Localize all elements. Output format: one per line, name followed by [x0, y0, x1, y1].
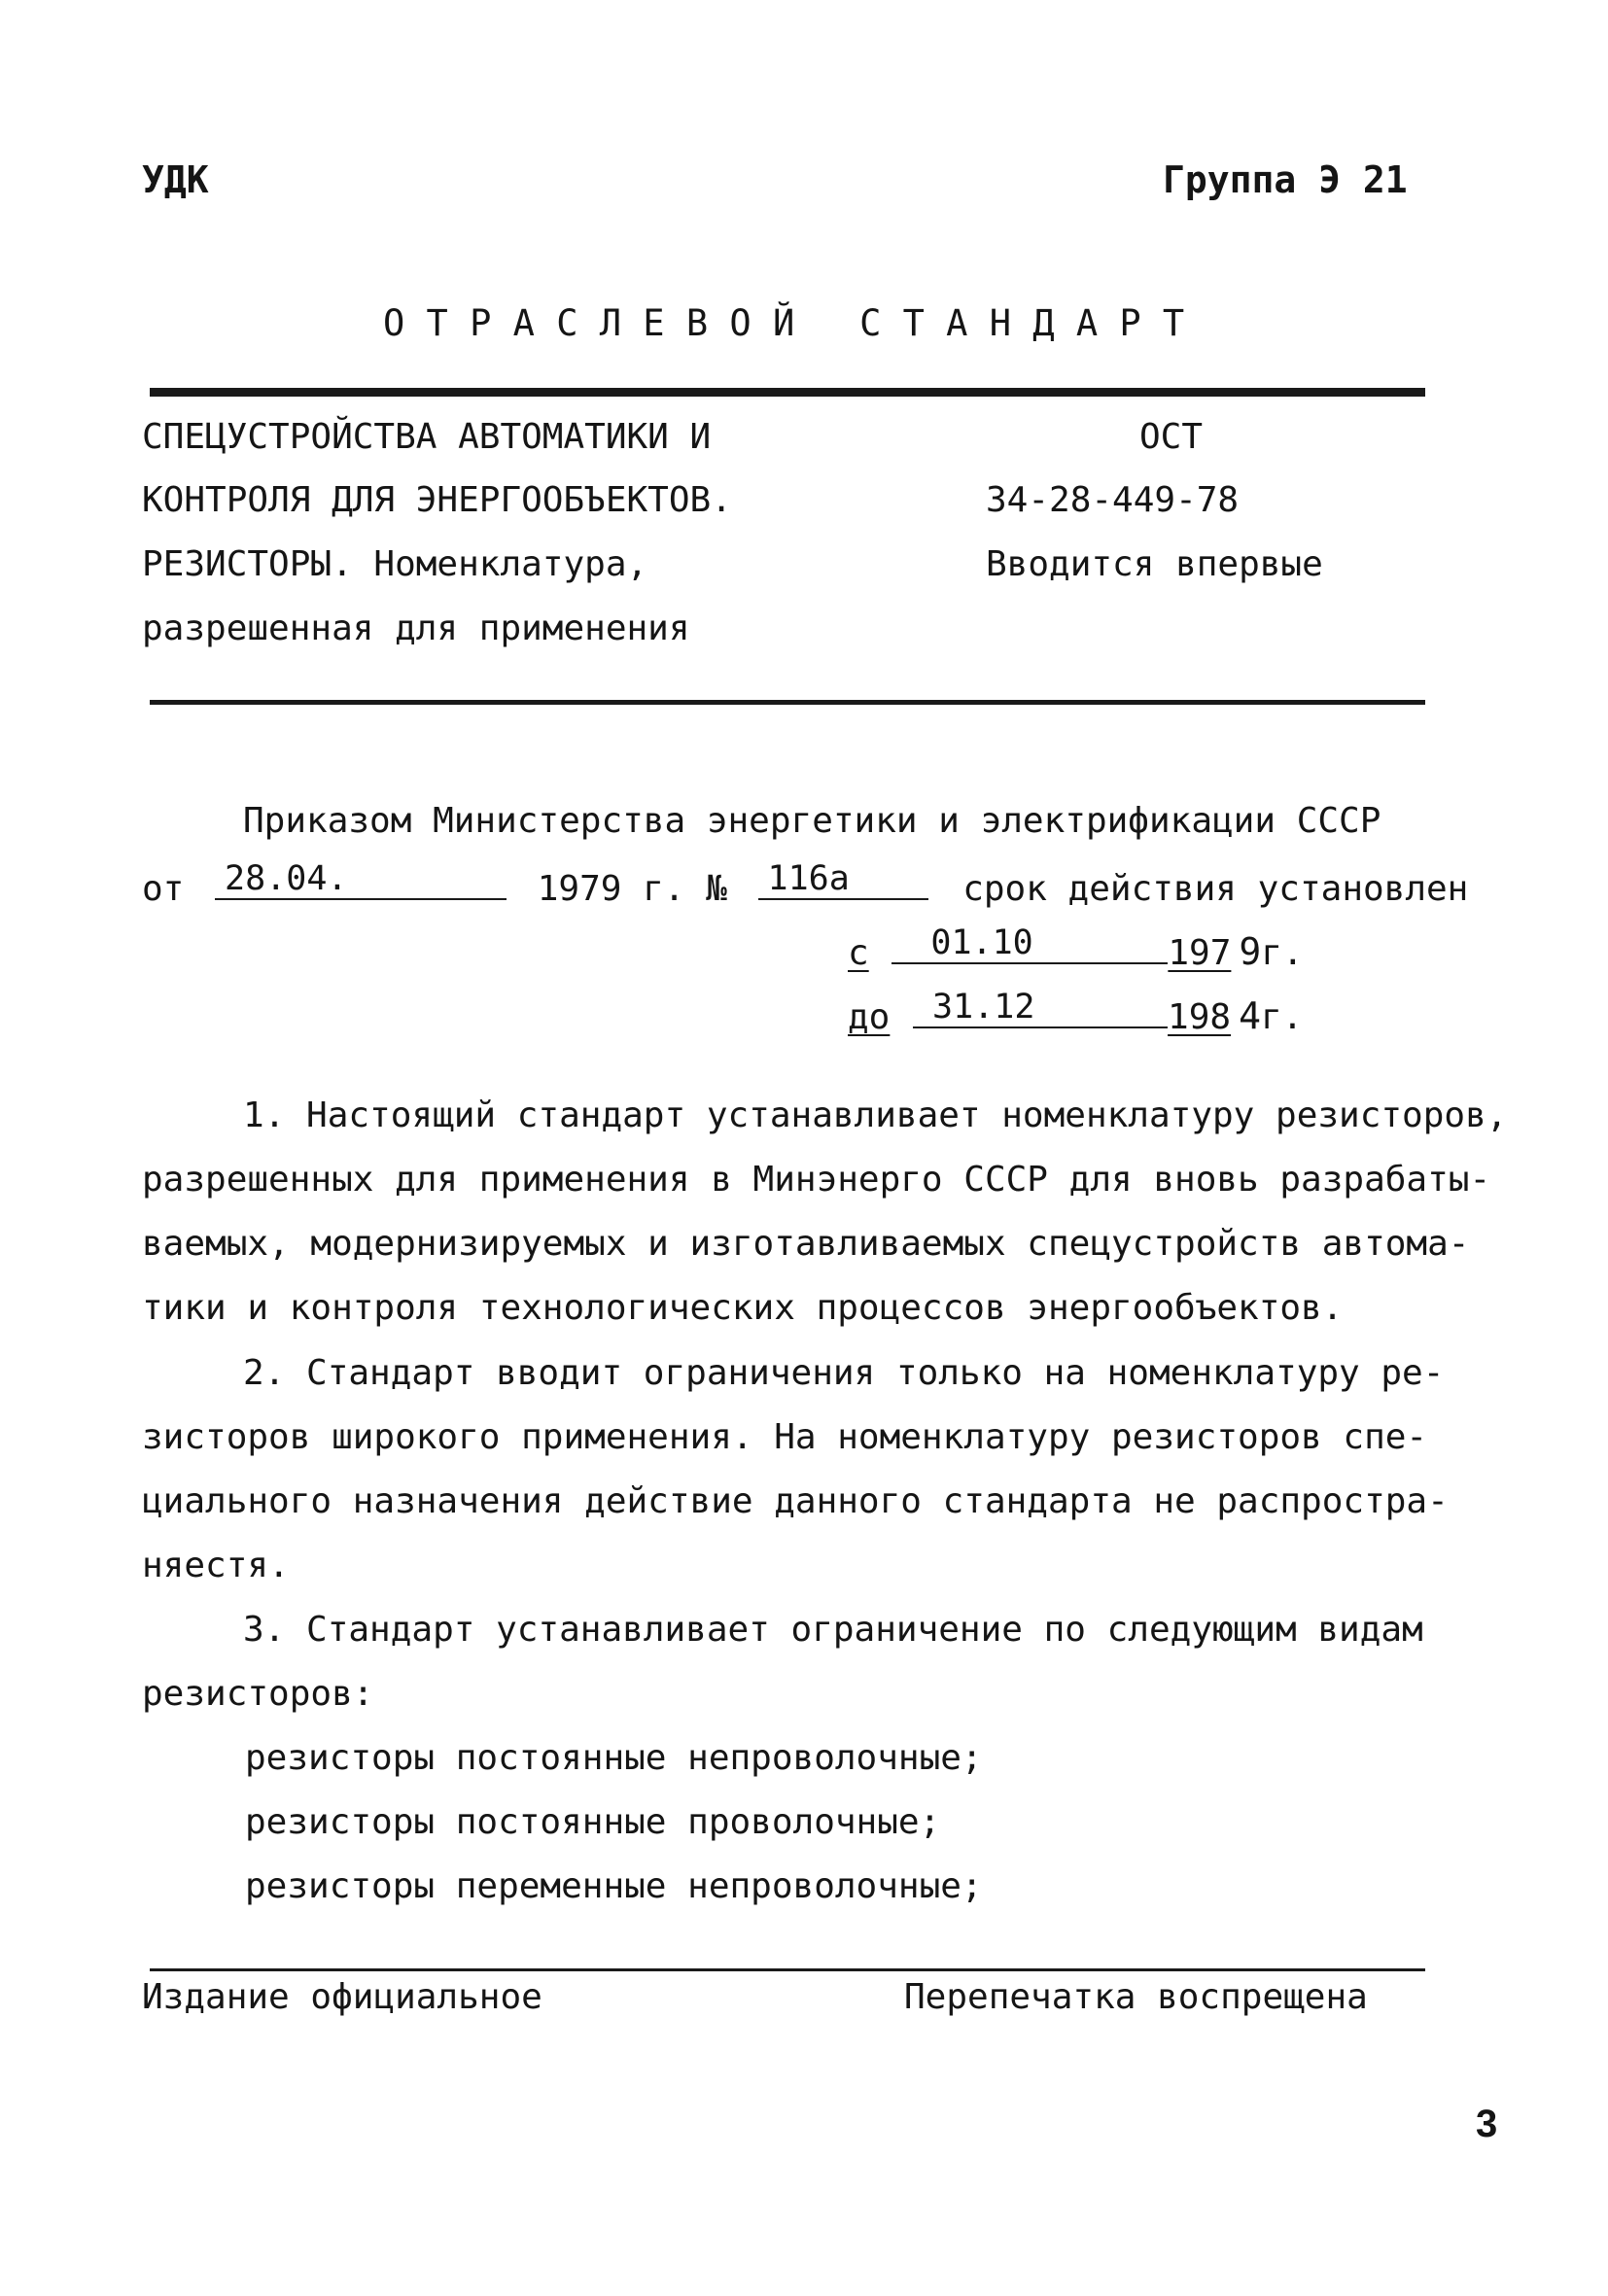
- introduced-note: Вводится впервые: [986, 544, 1323, 584]
- edition-note: Издание официальное: [142, 1977, 542, 2017]
- valid-to-prefix: до: [848, 997, 891, 1037]
- valid-to-year: 198: [1168, 997, 1232, 1037]
- valid-to-gap: [1117, 997, 1168, 1028]
- order-date: 28.04.: [225, 859, 348, 898]
- order-number: 116а: [767, 859, 850, 898]
- paragraph-line: циального назначения действие данного стандарта не распростра-: [142, 1481, 1449, 1521]
- title-line: разрешенная для применения: [142, 609, 690, 648]
- validity-text: срок действия установлен: [962, 869, 1469, 909]
- valid-from-date: 01.10: [930, 923, 1033, 962]
- valid-from-line: [848, 923, 1304, 973]
- list-item: резисторы постоянные непроволочные;: [245, 1738, 983, 1778]
- valid-from-gap: [1115, 933, 1168, 964]
- top-rule: [150, 388, 1425, 397]
- paragraph-line: резисторов:: [142, 1674, 374, 1714]
- order-date-field: [215, 859, 507, 900]
- year-suffix: г.: [1260, 997, 1304, 1037]
- footer-rule: [150, 1968, 1425, 1971]
- order-text: Приказом Министерства энергетики и электрификации СССР: [243, 801, 1381, 841]
- page-number: 3: [1476, 2103, 1498, 2145]
- paragraph-line: тики и контроля технологических процессов энергообъектов.: [142, 1288, 1344, 1328]
- valid-from-year-digit: 9: [1239, 930, 1262, 973]
- valid-to-line: [848, 988, 1304, 1037]
- valid-from-prefix: с: [848, 933, 869, 973]
- title-line: КОНТРОЛЯ ДЛЯ ЭНЕРГООБЪЕКТОВ.: [142, 480, 732, 520]
- paragraph-line: 3. Стандарт устанавливает ограничение по следующим видам: [243, 1610, 1423, 1650]
- valid-from-date-field: [891, 923, 1115, 964]
- order-year: 1979 г. №: [537, 869, 727, 909]
- valid-from-year: 197: [1168, 933, 1232, 973]
- group-label: Группа Э 21: [1163, 158, 1408, 201]
- paragraph-line: зисторов широкого применения. На номенклатуру резисторов спе-: [142, 1417, 1428, 1457]
- paragraph-line: няестя.: [142, 1546, 290, 1585]
- paragraph-line: разрешенных для применения в Минэнерго СССР для вновь разрабаты-: [142, 1160, 1491, 1200]
- year-suffix: г.: [1261, 933, 1304, 973]
- paragraph-line: ваемых, модернизируемых и изготавливаемых спецустройств автома-: [142, 1224, 1470, 1264]
- list-item: резисторы постоянные проволочные;: [245, 1802, 941, 1842]
- valid-to-year-digit: 4: [1239, 994, 1261, 1037]
- title-bottom-rule: [150, 700, 1425, 705]
- from-label: от: [142, 869, 185, 909]
- ost-label: ОСТ: [1139, 417, 1204, 457]
- valid-to-date: 31.12: [932, 988, 1035, 1026]
- order-number-field: [758, 859, 928, 900]
- title-line: СПЕЦУСТРОЙСТВА АВТОМАТИКИ И: [142, 417, 712, 457]
- udk-label: УДК: [142, 158, 209, 201]
- paragraph-line: 2. Стандарт вводит ограничения только на номенклатуру ре-: [243, 1353, 1445, 1393]
- title-line: РЕЗИСТОРЫ. Номенклатура,: [142, 544, 648, 584]
- order-date-line: [142, 859, 1469, 909]
- paragraph-line: 1. Настоящий стандарт устанавливает номенклатуру резисторов,: [243, 1096, 1508, 1135]
- valid-to-date-field: [913, 988, 1117, 1028]
- reprint-note: Перепечатка воспрещена: [904, 1977, 1368, 2017]
- list-item: резисторы переменные непроволочные;: [245, 1866, 983, 1906]
- document-type-heading: О Т Р А С Л Е В О Й С Т А Н Д А Р Т: [383, 302, 1185, 344]
- ost-number: 34-28-449-78: [986, 480, 1240, 520]
